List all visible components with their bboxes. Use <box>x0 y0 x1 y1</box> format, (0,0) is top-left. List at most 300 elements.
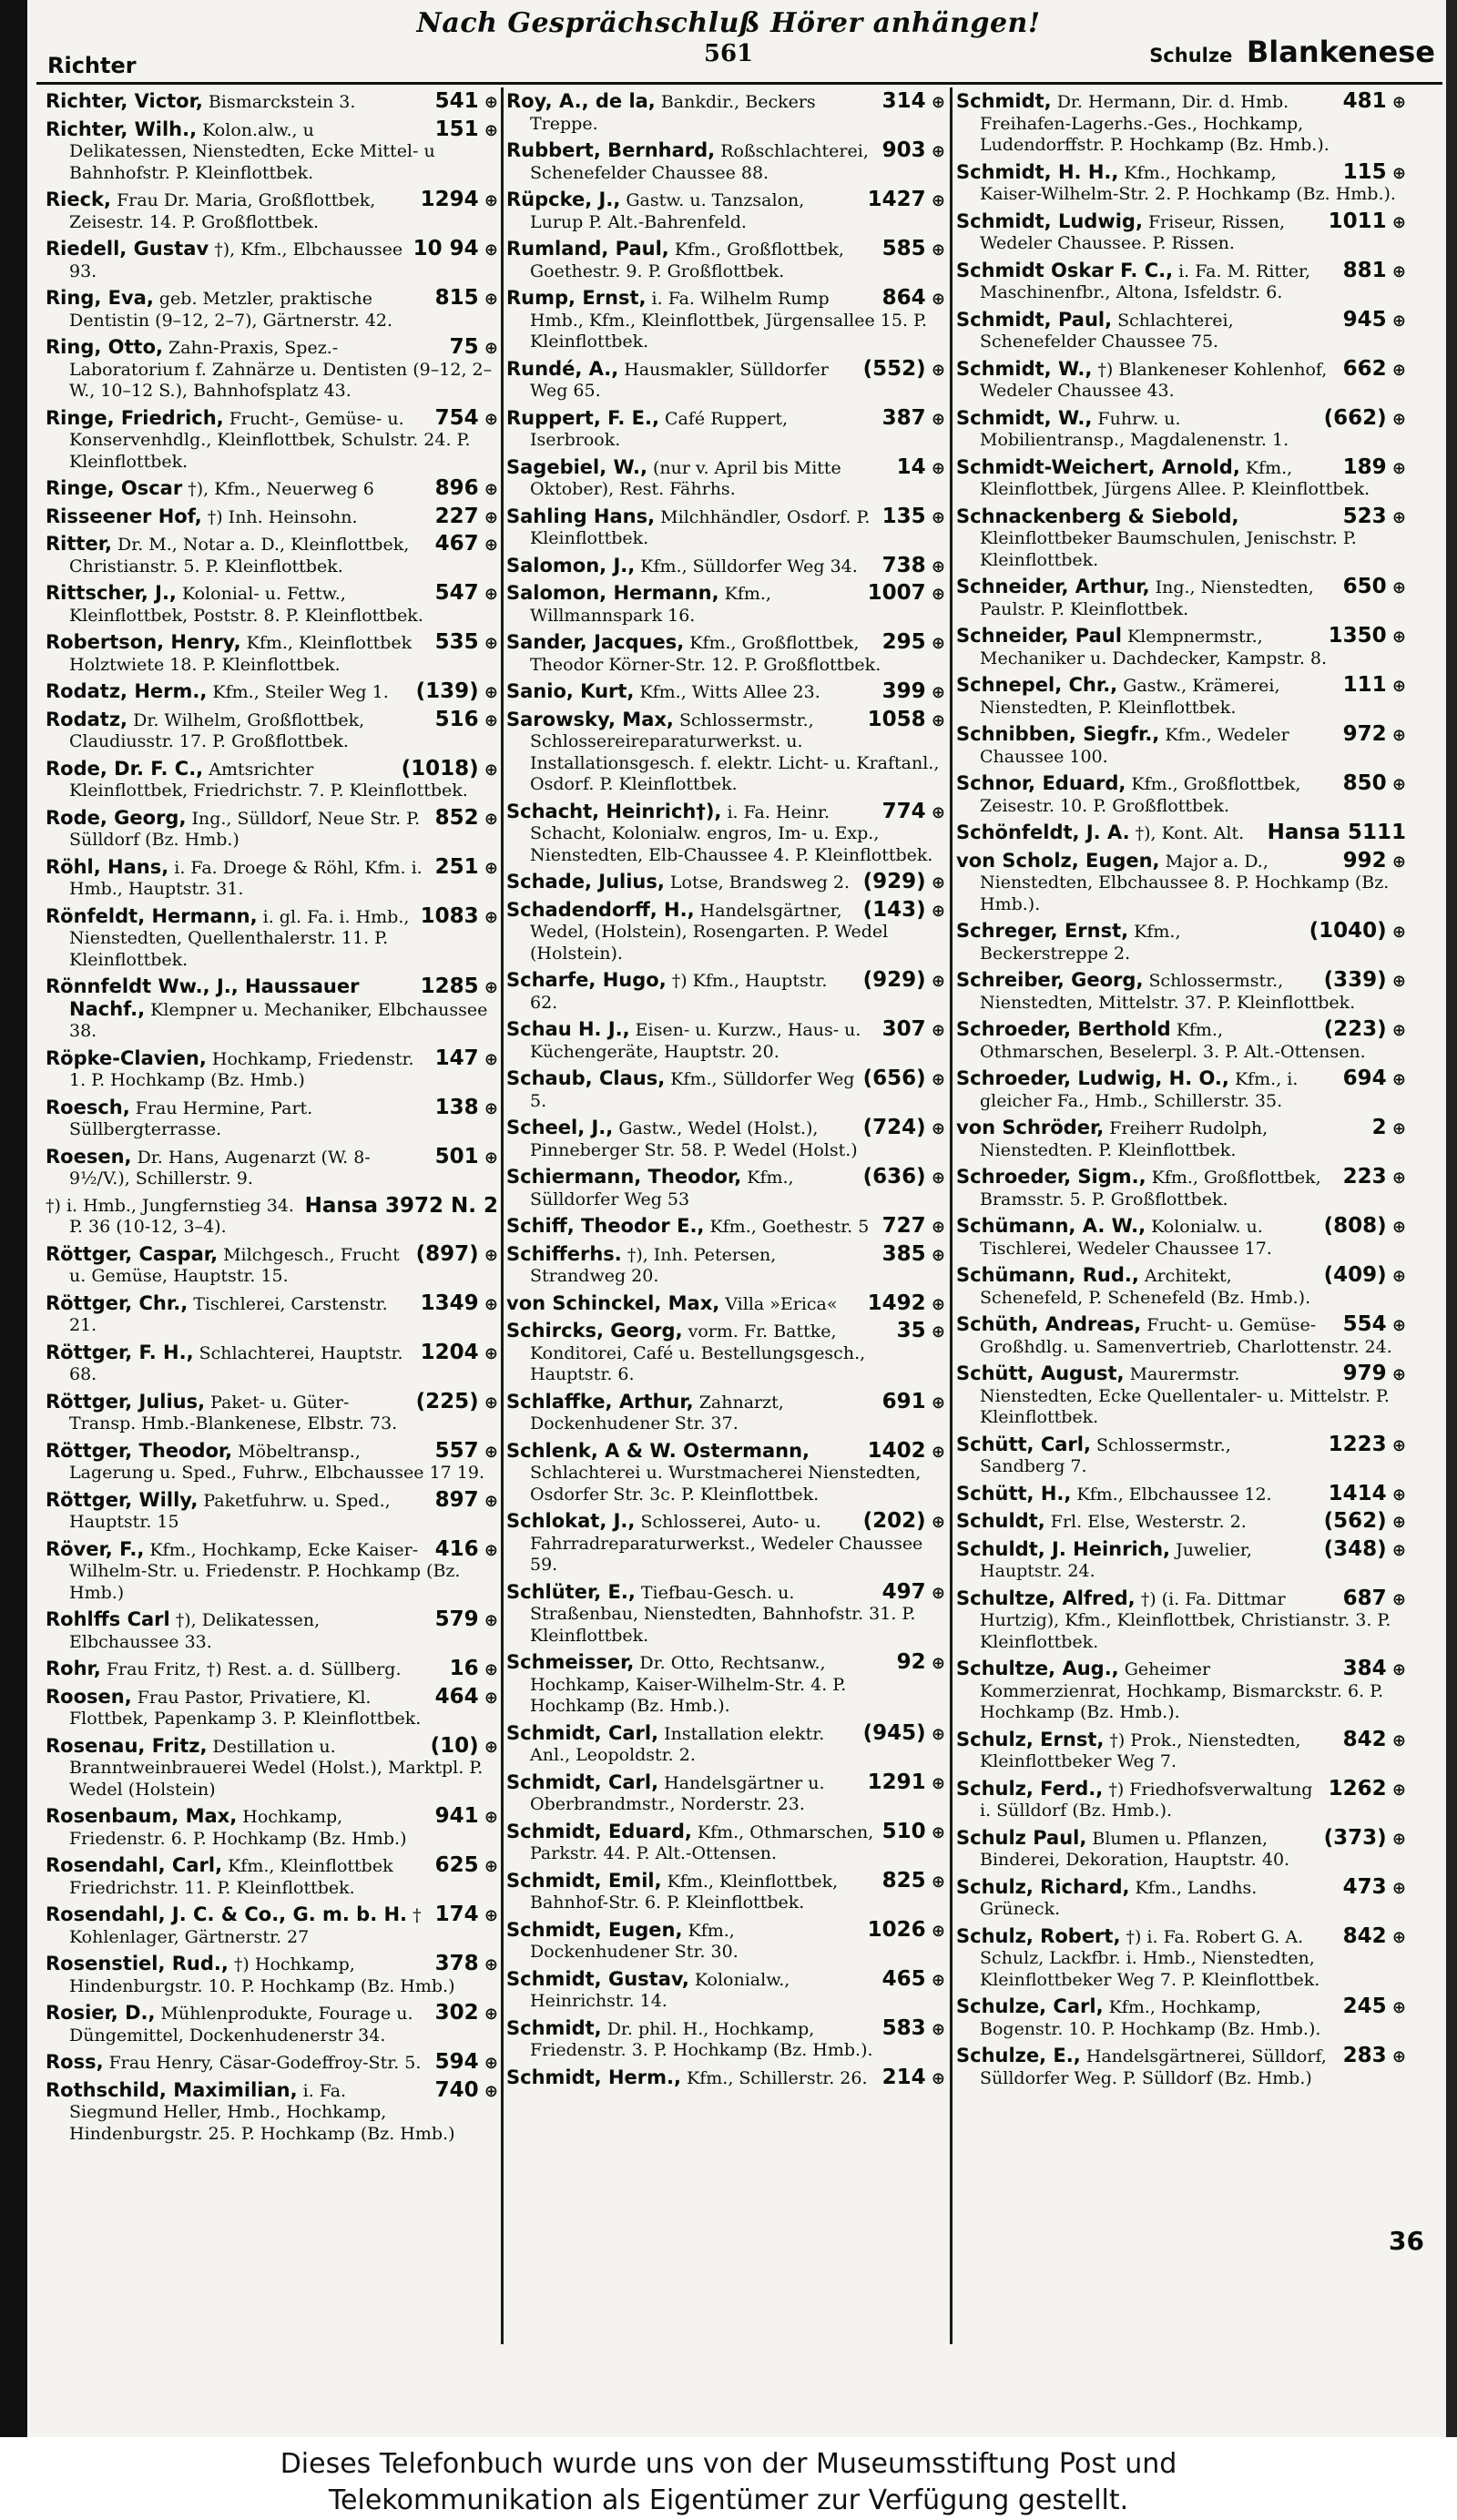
phone-number: 850 ⊕ <box>1343 773 1406 796</box>
entry-details: Dr. Otto, Rechtsanw., Hochkamp, Kaiser-Wilhelm-Str. 4. P. Hochkamp (Bz. Hmb.). <box>530 1653 847 1716</box>
directory-entry <box>956 724 1406 768</box>
entry-details: Klempnermstr., Mechaniker u. Dachdecker, Kampstr. 8. <box>980 627 1328 668</box>
entry-details: Fuhrw. u. Mobilientransp., Magdalenenstr. 1. <box>980 408 1289 450</box>
phone-number: 251 ⊕ <box>435 857 498 880</box>
entry-details: Kolonialw. u. Tischlerei, Wedeler Chaussee 17. <box>980 1217 1272 1259</box>
directory-entry <box>956 1776 1406 1822</box>
entry-name: Schuldt, J. Heinrich, <box>956 1537 1171 1560</box>
header-left-keyword: Richter <box>47 53 137 78</box>
entry-details: †) Kfm., Hauptstr. 62. <box>530 971 828 1013</box>
directory-entry <box>46 119 498 185</box>
directory-entry <box>956 970 1406 1014</box>
phone-number: 378 ⊕ <box>435 1954 498 1976</box>
directory-entry <box>506 1167 945 1210</box>
phone-number: (409) ⊕ <box>1324 1265 1406 1288</box>
phone-number: 972 ⊕ <box>1343 724 1406 747</box>
entry-details: †), Inh. Petersen, Strandweg 20. <box>530 1244 777 1286</box>
phone-number: (808) ⊕ <box>1324 1216 1406 1239</box>
directory-entry <box>506 356 945 403</box>
directory-entry <box>956 506 1406 572</box>
entry-details: Kfm., Großflottbek, Zeisestr. 10. P. Großflottbek. <box>980 774 1301 816</box>
entry-details: Paket- u. Güter-Transp. Hmb.-Blankenese, Elbstr. 73. <box>69 1392 398 1433</box>
phone-number: 864 ⊕ <box>882 288 945 311</box>
phone-number: 16 ⊕ <box>450 1658 498 1681</box>
phone-number: (656) ⊕ <box>863 1068 945 1091</box>
entry-name: Scheel, J., <box>506 1117 614 1138</box>
phone-number: 547 ⊕ <box>435 583 498 606</box>
entry-details: Frucht- u. Gemüse-Großhdlg. u. Samenvertrieb, Charlottenstr. 24. <box>980 1315 1392 1357</box>
phone-number: 903 ⊕ <box>882 140 945 163</box>
entry-name: Rode, Georg, <box>46 806 187 829</box>
entry-name: Rohlffs Carl <box>46 1608 170 1630</box>
entry-details: Klempner u. Mechaniker, Elbchaussee 38. <box>69 999 488 1041</box>
entry-name: Schmidt, Emil, <box>506 1869 662 1892</box>
directory-entry <box>506 709 945 796</box>
entry-details: Dr. Hermann, Dir. d. Hmb. Freihafen-Lagerhs.-Ges., Hochkamp, Ludendorffstr. P. Hochkamp (Bz. Hmb.). <box>980 92 1330 155</box>
entry-name: Schnibben, Siegfr., <box>956 723 1160 745</box>
phone-number: 467 ⊕ <box>435 534 498 556</box>
directory-entry <box>46 1855 498 1899</box>
phone-number: 1204 ⊕ <box>421 1342 498 1365</box>
entry-name: Rüpcke, J., <box>506 189 621 210</box>
phone-number: 738 ⊕ <box>882 556 945 578</box>
entry-details: †), Kfm., Neuerweg 6 <box>188 479 374 499</box>
entry-name: Schmidt, Carl, <box>506 1721 659 1744</box>
directory-entry <box>506 1868 945 1914</box>
entry-name: Richter, Wilh., <box>46 117 198 140</box>
phone-number: 464 ⊕ <box>435 1687 498 1709</box>
directory-entry <box>956 1874 1406 1921</box>
entry-name: Rodatz, <box>46 708 128 730</box>
entry-details: †) Inh. Heinsohn. <box>207 506 358 527</box>
entry-details: †) Hochkamp, Hindenburgstr. 10. P. Hochkamp (Bz. Hmb.) <box>69 1954 455 1996</box>
entry-details: Kfm., Großflottbek, Theodor Körner-Str. 12. P. Großflottbek. <box>530 633 881 675</box>
directory-column-3 <box>956 91 1406 2350</box>
phone-number: 852 ⊕ <box>435 808 498 831</box>
directory-entry <box>506 1117 945 1161</box>
directory-entry <box>46 478 498 501</box>
phone-number: 1291 ⊕ <box>868 1772 945 1795</box>
entry-name: Schnackenberg & Siebold, <box>956 505 1239 527</box>
entry-name: Richter, Victor, <box>46 91 203 112</box>
entry-name: Schmidt, Herm., <box>506 2066 681 2088</box>
directory-entry <box>46 632 498 676</box>
directory-entry <box>956 1481 1406 1506</box>
entry-details: Frau Pastor, Privatiere, Kl. Flottbek, Papenkamp 3. P. Kleinflottbek. <box>69 1687 422 1729</box>
footer-notice <box>0 2437 1457 2520</box>
phone-number: (552) ⊕ <box>863 359 945 382</box>
directory-entry <box>506 239 945 282</box>
entry-details: Kfm., Sülldorfer Weg 5. <box>530 1069 855 1111</box>
directory-entry <box>506 454 945 501</box>
left-scan-border <box>0 0 27 2437</box>
entry-name: Ruppert, F. E., <box>506 406 659 429</box>
entry-name: Schmidt, Ludwig, <box>956 209 1143 232</box>
entry-details: Roßschlachterei, Schenefelder Chaussee 88. <box>530 141 869 183</box>
entry-name: von Schröder, <box>956 1117 1105 1138</box>
entry-name: Ring, Eva, <box>46 287 154 309</box>
entry-name: Schulze, Carl, <box>956 1995 1104 2017</box>
phone-number: 740 ⊕ <box>435 2080 498 2103</box>
entry-details: Kolon.alw., u Delikatessen, Nienstedten, Ecke Mittel- u Bahnhofstr. P. Kleinflottbek. <box>69 119 435 183</box>
entry-name: Röttger, Julius, <box>46 1390 206 1413</box>
directory-entry <box>46 1144 498 1190</box>
entry-name: Rubbert, Bernhard, <box>506 139 716 161</box>
directory-entry <box>956 356 1406 403</box>
directory-entry <box>46 2003 498 2046</box>
entry-name: Rosenstiel, Rud., <box>46 1953 229 1974</box>
directory-entry <box>506 1821 945 1865</box>
entry-details: Kfm., Sülldorfer Weg 53 <box>530 1168 794 1209</box>
entry-name: Ringe, Oscar <box>46 477 183 499</box>
entry-details: Paketfuhrw. u. Sped., Hauptstr. 15 <box>69 1490 391 1532</box>
directory-entry <box>46 1658 498 1681</box>
entry-details: Kolonialw., Heinrichstr. 14. <box>530 1969 790 2011</box>
phone-number: 1007 ⊕ <box>868 583 945 606</box>
entry-name: Schade, Julius, <box>506 871 665 893</box>
entry-name: Schönfeldt, J. A. <box>956 821 1130 843</box>
directory-entry <box>956 1434 1406 1478</box>
entry-name: Rosendahl, J. C. & Co., G. m. b. H. <box>46 1903 408 1925</box>
entry-details: Kfm., Hochkamp, Ecke Kaiser-Wilhelm-Str. u. Friedenstr. P. Hochkamp (Bz. Hmb.) <box>69 1539 461 1603</box>
directory-entry <box>506 1293 945 1316</box>
directory-entry <box>46 1389 498 1435</box>
directory-entry <box>956 307 1406 353</box>
phone-number: (373) ⊕ <box>1324 1828 1406 1851</box>
entry-name: Röver, F., <box>46 1537 145 1560</box>
entry-details: Kfm., Hochkamp, Kaiser-Wilhelm-Str. 2. P. Hochkamp (Bz. Hmb.). <box>980 162 1396 204</box>
phone-number: 815 ⊕ <box>435 288 498 311</box>
directory-entry <box>956 1216 1406 1260</box>
phone-number: 979 ⊕ <box>1343 1363 1406 1386</box>
directory-entry <box>46 1193 498 1239</box>
entry-details: Kfm., Willmannspark 16. <box>530 584 771 626</box>
phone-number: 727 ⊕ <box>882 1216 945 1239</box>
entry-details: Kfm., Sülldorfer Weg 34. <box>640 556 858 576</box>
directory-entry <box>956 2046 1406 2089</box>
directory-entry <box>506 897 945 965</box>
entry-name: Schmidt, Carl, <box>506 1770 659 1793</box>
entry-name: Rohr, <box>46 1658 101 1679</box>
entry-name: Rundé, A., <box>506 357 619 380</box>
entry-details: Kfm., Othmarschen, Parkstr. 44. P. Alt.-Ottensen. <box>530 1821 874 1863</box>
entry-name: Schlokat, J., <box>506 1510 636 1532</box>
entry-details: Amtsrichter Kleinflottbek, Friedrichstr. 7. P. Kleinflottbek. <box>69 759 468 801</box>
directory-entry <box>46 506 498 529</box>
entry-name: Ross, <box>46 2051 104 2073</box>
phone-number: 535 ⊕ <box>435 632 498 655</box>
phone-number: 387 ⊕ <box>882 408 945 431</box>
directory-entry <box>506 872 945 894</box>
entry-name: Schütt, H., <box>956 1482 1072 1505</box>
entry-name: Röttger, Willy, <box>46 1488 199 1511</box>
phone-number: 594 ⊕ <box>435 2052 498 2075</box>
entry-details: Kfm., Othmarschen, Beselerpl. 3. P. Alt.-Ottensen. <box>980 1020 1366 1062</box>
entry-details: Kfm., Landhs. Grüneck. <box>980 1877 1258 1919</box>
directory-entry <box>46 1293 498 1337</box>
directory-entry <box>46 337 498 403</box>
entry-name: Röttger, F. H., <box>46 1341 194 1363</box>
header-rule <box>36 82 1442 85</box>
entry-name: Rittscher, J., <box>46 582 177 604</box>
entry-details: †) i. Fa. Robert G. A. Schulz, Lackfbr. i. Hmb., Nienstedten, Kleinflottbeker Weg 7. P. Kleinflottbek. <box>980 1926 1320 1990</box>
entry-details: Kleinflottbeker Baumschulen, Jenischstr. P. Kleinflottbek. <box>980 528 1357 570</box>
directory-entry <box>506 801 945 867</box>
phone-number: 385 ⊕ <box>882 1244 945 1267</box>
entry-name: Röttger, Chr., <box>46 1291 188 1314</box>
header-banner: Nach Gesprächschluß Hörer anhängen! <box>416 7 1041 39</box>
entry-details: Hochkamp, Friedenstr. 1. P. Hochkamp (Bz. Hmb.) <box>69 1048 414 1090</box>
entry-details: Kfm., Schillerstr. 26. <box>687 2067 868 2088</box>
entry-name: Schulz, Richard, <box>956 1875 1130 1898</box>
entry-details: Schlossermstr., Sandberg 7. <box>980 1434 1231 1476</box>
directory-entry <box>506 583 945 627</box>
entry-name: Schacht, Heinrich†), <box>506 800 722 822</box>
entry-details: Handelsgärtner u. Oberbrandmstr., Norderstr. 23. <box>530 1772 825 1814</box>
entry-name: Rönfeldt, Hermann, <box>46 904 258 927</box>
phone-number: 501 ⊕ <box>435 1147 498 1169</box>
entry-details: Ing., Nienstedten, Paulstr. P. Kleinflottbek. <box>980 577 1314 619</box>
directory-entry <box>46 1048 498 1092</box>
phone-number: (1018) ⊕ <box>402 759 498 781</box>
directory-entry <box>956 675 1406 719</box>
entry-name: von Scholz, Eugen, <box>956 849 1160 872</box>
directory-entry <box>46 405 498 474</box>
entry-name: Rode, Dr. F. C., <box>46 757 204 780</box>
entry-name: Rönnfeldt Ww., J., Haussauer Nachf., <box>46 975 360 1020</box>
directory-entry <box>46 2052 498 2075</box>
header-page-number: 561 <box>703 40 754 67</box>
directory-entry <box>506 1019 945 1063</box>
phone-number: 583 ⊕ <box>882 2018 945 2041</box>
phone-number: 585 ⊕ <box>882 239 945 261</box>
directory-column-1 <box>46 91 498 2350</box>
entry-name: Röpke-Clavien, <box>46 1046 207 1069</box>
entry-name: Riedell, Gustav <box>46 238 209 260</box>
phone-number: 1285 ⊕ <box>421 976 498 999</box>
entry-name: Schircks, Georg, <box>506 1320 683 1342</box>
phone-number: 497 ⊕ <box>882 1582 945 1605</box>
entry-name: Roy, A., de la, <box>506 91 656 112</box>
phone-number: 1402 ⊕ <box>868 1441 945 1464</box>
entry-details: Kfm., i. gleicher Fa., Hmb., Schillerstr. 35. <box>980 1069 1299 1111</box>
directory-entry <box>956 1265 1406 1309</box>
entry-name: Schmidt, W., <box>956 406 1093 429</box>
directory-entry <box>956 405 1406 452</box>
directory-entry <box>46 976 498 1043</box>
entry-details: Frucht-, Gemüse- u. Konservenhdlg., Kleinflottbek, Schulstr. 24. P. Kleinflottbek. <box>69 408 471 472</box>
phone-number: 481 ⊕ <box>1343 91 1406 114</box>
footer-line-1: Dieses Telefonbuch wurde uns von der Museumsstiftung Post und <box>280 2448 1177 2480</box>
entry-details: Destillation u. Branntweinbrauerei Wedel (Holst.), Marktpl. P. Wedel (Holstein) <box>69 1736 484 1800</box>
entry-name: Schulz, Ernst, <box>956 1728 1105 1750</box>
entry-details: Dr. Hans, Augenarzt (W. 8-9½/V.), Schillerstr. 9. <box>69 1147 371 1189</box>
entry-name: Scharfe, Hugo, <box>506 969 667 991</box>
entry-details: Schlachterei, Schenefelder Chaussee 75. <box>980 310 1234 352</box>
phone-number: 662 ⊕ <box>1343 359 1406 382</box>
entry-name: Schmidt, Gustav, <box>506 1967 689 1990</box>
entry-name: Schaub, Claus, <box>506 1067 666 1089</box>
phone-number: 465 ⊕ <box>882 1969 945 1992</box>
phone-number: 941 ⊕ <box>435 1806 498 1829</box>
entry-name: von Schinckel, Max, <box>506 1291 720 1314</box>
phone-number: 992 ⊕ <box>1343 851 1406 873</box>
entry-details: Kfm., Wedeler Chaussee 100. <box>980 725 1289 767</box>
phone-number: 214 ⊕ <box>882 2067 945 2090</box>
phone-number: 399 ⊕ <box>882 681 945 704</box>
entry-name: Schümann, Rud., <box>956 1264 1139 1286</box>
directory-entry <box>506 1966 945 2013</box>
entry-details: Freiherr Rudolph, Nienstedten. P. Kleinflottbek. <box>980 1118 1269 1160</box>
directory-entry <box>506 506 945 550</box>
entry-name: Röttger, Caspar, <box>46 1242 219 1265</box>
entry-details: Bankdir., Beckers Treppe. <box>530 92 816 134</box>
phone-number: 223 ⊕ <box>1343 1167 1406 1189</box>
entry-details: Kfm., Kleinflottbek Holztwiete 18. P. Kleinflottbek. <box>69 633 413 675</box>
phone-number: 1492 ⊕ <box>868 1293 945 1316</box>
phone-number: 135 ⊕ <box>882 506 945 529</box>
phone-number: 1414 ⊕ <box>1329 1484 1406 1506</box>
phone-number: 147 ⊕ <box>435 1048 498 1071</box>
entry-details: Kfm., Witts Allee 23. <box>639 682 820 702</box>
phone-number: (662) ⊕ <box>1324 408 1406 431</box>
entry-details: Bismarckstein 3. <box>208 92 356 112</box>
entry-name: Schütt, Carl, <box>956 1433 1091 1455</box>
entry-name: Rosenbaum, Max, <box>46 1805 238 1827</box>
phone-number: (929) ⊕ <box>863 970 945 993</box>
directory-entry <box>956 1923 1406 1992</box>
directory-entry <box>506 1772 945 1816</box>
entry-name: Rumland, Paul, <box>506 238 669 260</box>
directory-entry <box>956 1068 1406 1112</box>
phone-number: 945 ⊕ <box>1343 310 1406 332</box>
entry-details: Kfm., Beckerstreppe 2. <box>980 922 1181 964</box>
entry-name: Schulz Paul, <box>956 1826 1087 1849</box>
entry-name: Salomon, Hermann, <box>506 582 719 604</box>
entry-name: Schroeder, Berthold <box>956 1018 1171 1040</box>
entry-name: Ritter, <box>46 533 112 555</box>
footer-line-2: Telekommunikation als Eigentümer zur Verfügung gestellt. <box>328 2484 1129 2516</box>
directory-entry <box>956 1588 1406 1654</box>
directory-entry <box>46 534 498 577</box>
directory-entry <box>46 288 498 332</box>
phone-number: 416 ⊕ <box>435 1539 498 1562</box>
entry-details: i. Fa. Wilhelm Rump Hmb., Kfm., Kleinflottbek, Jürgensallee 15. P. Kleinflottbek. <box>530 289 928 352</box>
entry-details: Frau Dr. Maria, Großflottbek, Zeisestr. 14. P. Großflottbek. <box>69 190 376 232</box>
phone-number: (897) ⊕ <box>416 1244 498 1267</box>
directory-entry <box>506 632 945 676</box>
entry-name: Schmidt-Weichert, Arnold, <box>956 455 1240 478</box>
entry-name: Schulz, Ferd., <box>956 1777 1104 1800</box>
entry-name: Schultze, Aug., <box>956 1658 1119 1679</box>
phone-number: 307 ⊕ <box>882 1019 945 1042</box>
directory-entry <box>46 1241 498 1288</box>
column-divider <box>950 87 953 2344</box>
entry-details: i. Fa. Heinr. Schacht, Kolonialw. engros, Im- u. Exp., Nienstedten, Elb-Chaussee 4. P. Kleinflottbek. <box>530 801 933 865</box>
entry-details: Kolonial- u. Fettw., Kleinflottbek, Poststr. 8. P. Kleinflottbek. <box>69 584 423 626</box>
entry-name: Schadendorff, H., <box>506 898 695 921</box>
entry-details: Eisen- u. Kurzw., Haus- u. Küchengeräte, Hauptstr. 20. <box>530 1020 861 1062</box>
directory-entry <box>956 921 1406 964</box>
entry-name: Schmidt, Paul, <box>956 308 1113 331</box>
directory-entry <box>506 1389 945 1435</box>
directory-entry <box>506 1216 945 1239</box>
entry-details: Zahn-Praxis, Spez.-Laboratorium f. Zahnärze u. Dentisten (9–12, 2–W., 10–12 S.), Bahnhofsplatz 43. <box>69 338 493 401</box>
entry-name: Schmidt Oskar F. C., <box>956 259 1174 281</box>
phone-number: 842 ⊕ <box>1343 1729 1406 1752</box>
entry-details: Juwelier, Hauptstr. 24. <box>980 1539 1252 1581</box>
entry-name: Schlüter, E., <box>506 1580 636 1603</box>
entry-name: Schmidt, H. H., <box>956 160 1119 183</box>
entry-name: Schultze, Alfred, <box>956 1586 1136 1609</box>
entry-details: Gastw., Krämerei, Nienstedten, P. Kleinflottbek. <box>980 676 1280 718</box>
phone-number: 897 ⊕ <box>435 1490 498 1513</box>
entry-details: Kfm., Großflottbek, Goethestr. 9. P. Großflottbek. <box>530 240 844 281</box>
phone-number: 302 ⊕ <box>435 2003 498 2025</box>
entry-details: Mühlenprodukte, Fourage u. Düngemittel, Dockenhudenerstr 34. <box>69 2004 413 2046</box>
entry-details: †) Friedhofsverwaltung i. Sülldorf (Bz. Hmb.). <box>980 1779 1313 1821</box>
phone-number: 687 ⊕ <box>1343 1588 1406 1611</box>
directory-column-2 <box>506 91 945 2350</box>
directory-entry <box>46 1342 498 1386</box>
entry-name: Ringe, Friedrich, <box>46 406 224 429</box>
phone-number: 138 ⊕ <box>435 1097 498 1120</box>
entry-name: Roesen, <box>46 1145 132 1168</box>
entry-details: †), Kfm., Elbchaussee 93. <box>69 240 403 281</box>
phone-number: 516 ⊕ <box>435 709 498 732</box>
entry-details: Hochkamp, Friedenstr. 6. P. Hochkamp (Bz. Hmb.) <box>69 1807 407 1849</box>
directory-entry <box>506 1720 945 1767</box>
entry-details: i. Fa. Siegmund Heller, Hmb., Hochkamp, Hindenburgstr. 25. P. Hochkamp (Bz. Hmb.) <box>69 2080 455 2144</box>
phone-number: 189 ⊕ <box>1343 457 1406 480</box>
entry-details: †), Delikatessen, Elbchaussee 33. <box>69 1610 321 1652</box>
directory-entry <box>956 626 1406 669</box>
directory-entry <box>46 1684 498 1730</box>
entry-name: Robertson, Henry, <box>46 631 241 653</box>
entry-details: Schlossermstr., Nienstedten, Mittelstr. 37. P. Kleinflottbek. <box>980 971 1356 1013</box>
directory-entry <box>956 91 1406 157</box>
phone-number: 283 ⊕ <box>1343 2046 1406 2068</box>
entry-details: Major a. D., Nienstedten, Elbchaussee 8. P. Hochkamp (Bz. Hmb.). <box>980 851 1390 914</box>
directory-entry <box>956 1825 1406 1872</box>
phone-number: (348) ⊕ <box>1324 1539 1406 1562</box>
directory-entry <box>46 1097 498 1141</box>
directory-entry <box>46 681 498 704</box>
directory-entry <box>46 1487 498 1534</box>
entry-name: Rump, Ernst, <box>506 287 647 309</box>
entry-details: Kfm., Kleinflottbek, Jürgens Allee. P. Kleinflottbek. <box>980 457 1370 499</box>
phone-number: 1262 ⊕ <box>1329 1779 1406 1801</box>
directory-entry <box>46 1904 498 1948</box>
entry-name: Schütt, August, <box>956 1362 1125 1384</box>
phone-number: (945) ⊕ <box>863 1723 945 1746</box>
right-scan-border <box>1446 0 1457 2437</box>
entry-details: Handelsgärtnerei, Sülldorf, Sülldorfer Weg. P. Sülldorf (Bz. Hmb.) <box>980 2046 1327 2088</box>
sheet-number: 36 <box>1389 2226 1424 2256</box>
entry-name: Röhl, Hans, <box>46 855 169 878</box>
entry-details: Schlachterei, Hauptstr. 68. <box>69 1342 403 1384</box>
phone-number: 92 ⊕ <box>897 1652 945 1675</box>
phone-number: 314 ⊕ <box>882 91 945 114</box>
directory-entry <box>956 1536 1406 1583</box>
entry-name: Schiermann, Theodor, <box>506 1166 742 1188</box>
directory-entry <box>506 1068 945 1112</box>
phone-number: 151 ⊕ <box>435 119 498 142</box>
entry-name: Schulze, E., <box>956 2045 1081 2066</box>
entry-name: Ring, Otto, <box>46 336 163 358</box>
phone-number: 14 ⊕ <box>897 457 945 480</box>
phone-number: (139) ⊕ <box>416 681 498 704</box>
